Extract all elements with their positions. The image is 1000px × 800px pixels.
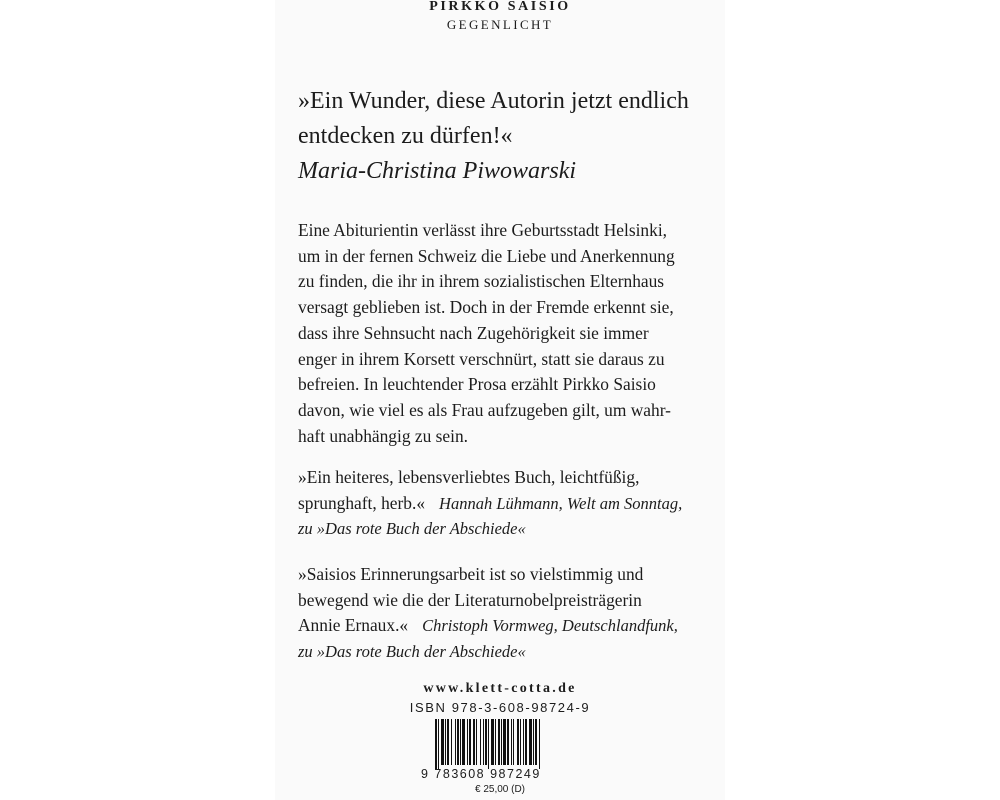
review-text: »Saisios Erinnerungsarbeit ist so vielstimmig und — [298, 564, 644, 584]
barcode-bar — [488, 719, 489, 769]
blurb-line: enger in ihrem Korsett verschnürt, statt sie daraus zu — [298, 348, 665, 369]
barcode-bar — [511, 719, 512, 765]
review-source: Christoph Vormweg, Deutschlandfunk, — [422, 616, 678, 636]
blurb-line: haft unabhängig zu sein. — [298, 425, 468, 446]
review-source: zu »Das rote Buch der Abschiede« — [298, 519, 526, 539]
featured-quote-line: entdecken zu dürfen!« — [298, 123, 513, 149]
barcode-bar — [525, 719, 527, 765]
review-text: Annie Ernaux.« — [298, 615, 409, 636]
book-title: GEGENLICHT — [446, 17, 554, 32]
barcode-bar — [438, 719, 439, 769]
review-text: »Ein heiteres, lebensverliebtes Buch, leichtfüßig, — [298, 467, 640, 487]
barcode-digits: 9 783608 987249 — [421, 767, 541, 781]
barcode-bar — [462, 719, 465, 765]
barcode-bar — [480, 719, 481, 765]
barcode-bar — [435, 719, 437, 769]
featured-quote-attribution: Maria-Christina Piwowarski — [298, 158, 577, 184]
featured-quote-line: »Ein Wunder, diese Autorin jetzt endlich — [298, 88, 689, 114]
barcode-bar — [517, 719, 519, 765]
barcode — [421, 719, 581, 782]
barcode-bar — [455, 719, 456, 765]
barcode-bar — [441, 719, 444, 765]
review-source: zu »Das rote Buch der Abschiede« — [298, 642, 526, 662]
barcode-bar — [483, 719, 484, 765]
featured-quote — [298, 84, 718, 189]
barcode-bar — [507, 719, 509, 765]
barcode-bar — [520, 719, 521, 765]
featured-quote-text — [298, 84, 718, 154]
barcode-bar — [469, 719, 471, 765]
review-quote — [298, 562, 718, 665]
barcode-bar — [473, 719, 475, 765]
barcode-bar — [495, 719, 496, 765]
review-text: sprunghaft, herb.« — [298, 492, 426, 513]
barcode-bar — [491, 719, 494, 765]
blurb-line: zu finden, die ihr in ihrem sozialistischen Elternhaus — [298, 271, 665, 292]
barcode-bar — [451, 719, 452, 765]
barcode-bar — [445, 719, 446, 765]
barcode-bar — [535, 719, 537, 765]
review-text: bewegend wie die der Literaturnobelpreisträgerin — [298, 589, 642, 610]
barcode-bar — [467, 719, 468, 765]
barcode-bar — [503, 719, 506, 765]
barcode-bar — [460, 719, 461, 765]
barcode-bar — [523, 719, 524, 765]
barcode-bar — [498, 719, 500, 765]
barcode-bar — [501, 719, 502, 765]
barcode-bar — [539, 719, 540, 769]
barcode-bar — [529, 719, 532, 765]
blurb-line: befreien. In leuchtender Prosa erzählt Pirkko Saisio — [298, 374, 656, 395]
blurb-line: davon, wie viel es als Frau aufzugeben gilt, um wahr- — [298, 399, 671, 420]
price: € 25,00 (D) — [474, 784, 526, 795]
barcode-bar — [533, 719, 534, 765]
review-quote — [298, 465, 718, 542]
barcode-bar — [513, 719, 514, 765]
publisher-website: www.klett-cotta.de — [423, 681, 577, 696]
author-name: PIRKKO SAISIO — [429, 0, 571, 14]
blurb-line: um in der fernen Schweiz die Liebe und Anerkennung — [298, 245, 675, 266]
isbn-number: ISBN 978-3-608-98724-9 — [409, 700, 591, 715]
blurb-line: versagt geblieben ist. Doch in der Fremde erkennt sie, — [298, 297, 674, 318]
barcode-bar — [447, 719, 449, 765]
review-source: Hannah Lühmann, Welt am Sonntag, — [439, 493, 683, 513]
book-blurb — [298, 218, 718, 449]
barcode-bar — [485, 719, 487, 765]
barcode-bars — [421, 719, 581, 769]
blurb-line: dass ihre Sehnsucht nach Zugehörigkeit sie immer — [298, 322, 649, 343]
barcode-bar — [457, 719, 459, 765]
blurb-line: Eine Abiturientin verlässt ihre Geburtsstadt Helsinki, — [298, 220, 667, 240]
barcode-bar — [476, 719, 477, 765]
